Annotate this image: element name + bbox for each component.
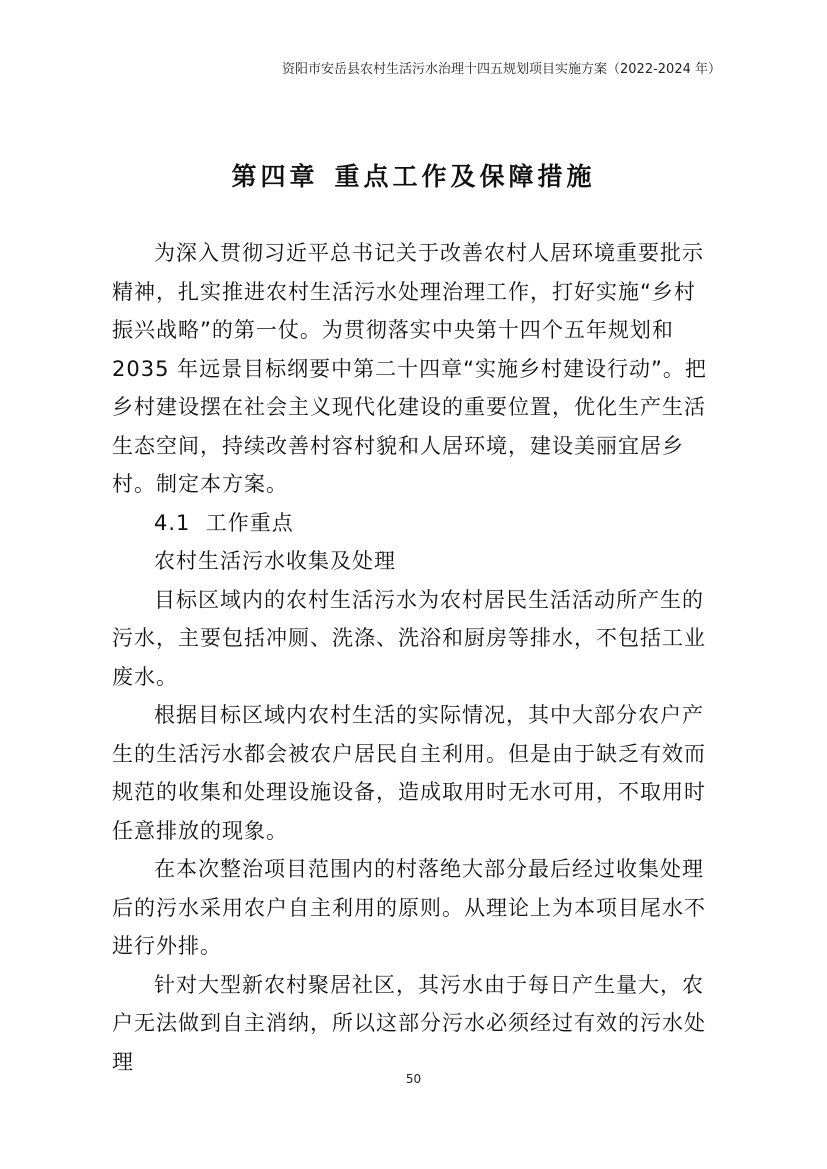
paragraph-large-community: 针对大型新农村聚居社区，其污水由于每日产生量大，农户无法做到自主消纳，所以这部分污水必须经过有效的污水处理 (112, 972, 706, 1074)
page-number: 50 (405, 1072, 422, 1086)
section-heading: 4.1 工作重点 (154, 510, 294, 535)
body-text (112, 234, 712, 1081)
intro-paragraph: 为深入贯彻习近平总书记关于改善农村人居环境重要批示精神，扎实推进农村生活污水处理治理工作，打好实施“乡村振兴战略”的第一仗。为贯彻落实中央第十四个五年规划和 2035 年远景目标纲要中第二十四章“实施乡村建设行动”。把乡村建设摆在社会主义现代化建设的重要位置，优化生产生活生态空间，持续改善村容村貌和人居环境，建设美丽宜居乡村。制定本方案。 (112, 241, 707, 496)
paragraph-definition: 目标区域内的农村生活污水为农村居民生活活动所产生的污水，主要包括冲厕、洗涤、洗浴和厨房等排水，不包括工业废水。 (112, 587, 706, 689)
paragraph-current-situation: 根据目标区域内农村生活的实际情况，其中大部分农户产生的生活污水都会被农户居民自主利用。但是由于缺乏有效而规范的收集和处理设施设备，造成取用时无水可用，不取用时任意排放的现象。 (112, 703, 706, 843)
running-header: 资阳市安岳县农村生活污水治理十四五规划项目实施方案（2022-2024 年） (282, 62, 721, 77)
chapter-heading: 重点工作及保障措施 (334, 162, 596, 191)
subsection-heading: 农村生活污水收集及处理 (154, 549, 396, 573)
paragraph-principle: 在本次整治项目范围内的村落绝大部分最后经过收集处理后的污水采用农户自主利用的原则。从理论上为本项目尾水不进行外排。 (112, 857, 706, 958)
chapter-number: 第四章 (231, 162, 319, 191)
chapter-title (0, 157, 827, 193)
